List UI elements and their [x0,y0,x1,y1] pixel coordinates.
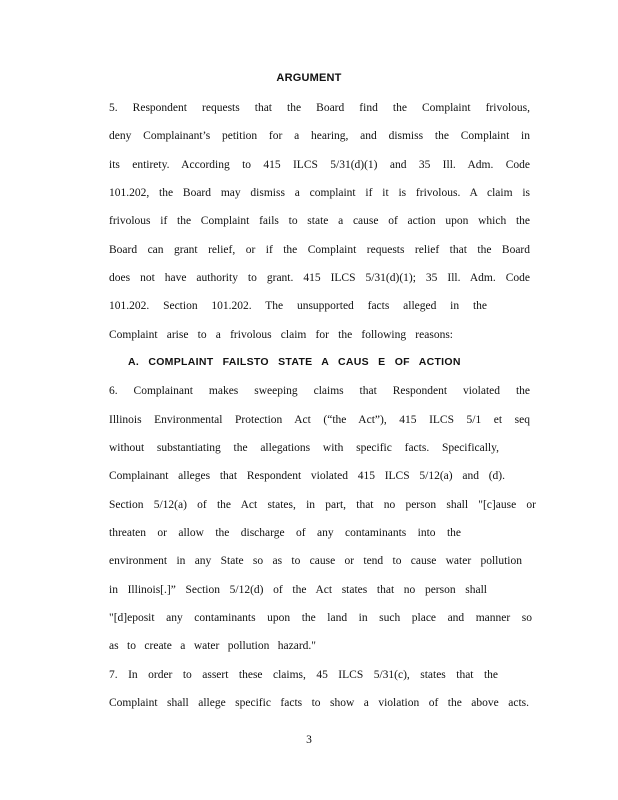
body-line: Complaint shall allege specific facts to show a violation of the above acts. [109,697,529,709]
body-line: Complaint arise to a frivolous claim for the following reasons: [109,329,453,341]
body-line: 101.202, the Board may dismiss a complaint if it is frivolous. A claim is [109,187,530,199]
body-line: 6. Complainant makes sweeping claims that Respondent violated the [109,385,530,397]
body-line: 7. In order to assert these claims, 45 ILCS 5/31(c), states that the [109,669,498,681]
body-line: "[d]eposit any contaminants upon the land in such place and manner so [109,612,532,624]
section-heading: ARGUMENT [276,72,342,84]
body-line: Board can grant relief, or if the Complaint requests relief that the Board [109,244,530,256]
body-line: does not have authority to grant. 415 ILCS 5/31(d)(1); 35 Ill. Adm. Code [109,272,530,284]
body-line: Section 5/12(a) of the Act states, in part, that no person shall "[c]ause or [109,499,536,511]
body-line: its entirety. According to 415 ILCS 5/31(d)(1) and 35 Ill. Adm. Code [109,159,530,171]
body-line: without substantiating the allegations with specific facts. Specifically, [109,442,499,454]
body-line: deny Complainant’s petition for a hearing, and dismiss the Complaint in [109,130,530,142]
page-number: 3 [306,734,312,746]
body-line: 101.202. Section 101.202. The unsupported facts alleged in the [109,300,487,312]
body-line: as to create a water pollution hazard." [109,640,316,652]
body-line: 5. Respondent requests that the Board find the Complaint frivolous, [109,102,530,114]
subsection-heading: A. COMPLAINT FAILSTO STATE A CAUS E OF ACTION [128,356,461,368]
body-line: frivolous if the Complaint fails to state a cause of action upon which the [109,215,530,227]
body-line: threaten or allow the discharge of any contaminants into the [109,527,461,539]
body-line: in Illinois[.]” Section 5/12(d) of the Act states that no person shall [109,584,487,596]
body-line: environment in any State so as to cause or tend to cause water pollution [109,555,522,567]
body-line: Complainant alleges that Respondent violated 415 ILCS 5/12(a) and (d). [109,470,505,482]
body-line: Illinois Environmental Protection Act (“the Act”), 415 ILCS 5/1 et seq [109,414,530,426]
